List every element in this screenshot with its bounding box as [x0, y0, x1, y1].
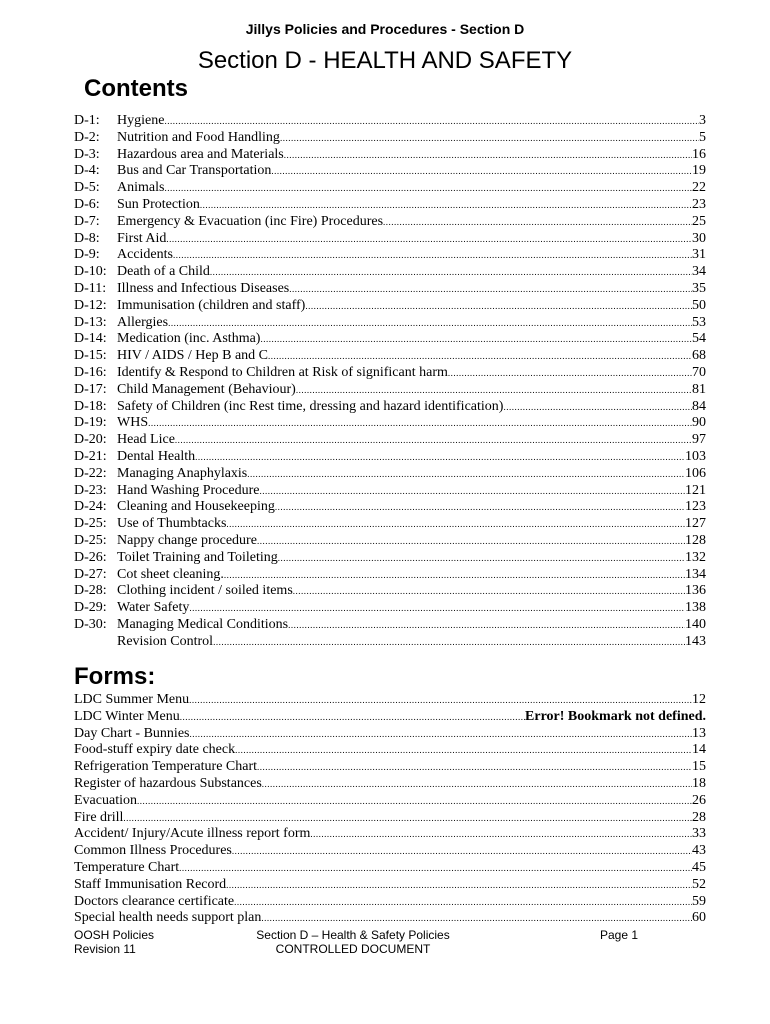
toc-entry-title: Nappy change procedure — [117, 532, 257, 548]
dot-leader — [148, 415, 692, 432]
forms-entry[interactable] — [74, 843, 706, 860]
toc-entry-title: Illness and Infectious Diseases — [117, 280, 290, 296]
toc-entry[interactable] — [74, 281, 706, 298]
toc-entry-page: 54 — [692, 331, 706, 347]
forms-list — [74, 692, 706, 927]
dot-leader — [310, 826, 692, 843]
forms-entry-page: 14 — [692, 742, 706, 758]
toc-entry-code: D-22: — [74, 465, 107, 481]
toc-entry-title: Use of Thumbtacks — [117, 516, 227, 532]
toc-entry[interactable] — [74, 163, 706, 180]
toc-entry-code: D-1: — [74, 113, 100, 128]
dot-leader — [280, 130, 699, 147]
footer-right — [600, 928, 638, 942]
toc-entry-page: 106 — [685, 465, 706, 481]
forms-entry-title: Evacuation — [74, 792, 137, 808]
forms-entry-page: 52 — [692, 876, 706, 892]
toc-entry-title: Hazardous area and Materials — [117, 146, 284, 162]
toc-entry-title: First Aid — [117, 230, 167, 246]
toc-entry-page: 127 — [685, 516, 706, 532]
toc-entry-title: Bus and Car Transportation — [117, 163, 272, 179]
toc-entry-title: Allergies — [117, 314, 169, 330]
dot-leader — [305, 298, 692, 315]
toc-entry-page: 136 — [685, 583, 706, 599]
forms-entry-page: 15 — [692, 759, 706, 775]
dot-leader — [232, 843, 692, 860]
toc-entry-page: 53 — [692, 314, 706, 330]
toc-entry-title: Managing Medical Conditions — [117, 616, 289, 632]
toc-entry-page: 25 — [692, 213, 706, 229]
toc-entry-code: D-25: — [74, 516, 107, 532]
toc-entry[interactable] — [74, 583, 706, 600]
toc-entry-code: D-18: — [74, 398, 107, 414]
forms-entry[interactable] — [74, 894, 706, 911]
toc-entry[interactable] — [74, 331, 706, 348]
toc-entry-page: 50 — [692, 297, 706, 313]
dot-leader — [261, 910, 692, 927]
dot-leader — [213, 634, 685, 651]
toc-entry[interactable] — [74, 298, 706, 315]
forms-entry-page: 33 — [692, 826, 706, 842]
toc-entry-title: Child Management (Behaviour) — [117, 381, 296, 397]
forms-entry[interactable] — [74, 759, 706, 776]
dot-leader — [123, 810, 692, 827]
toc-entry-code: D-17: — [74, 381, 107, 397]
forms-entry-page: 12 — [692, 692, 706, 707]
toc-entry-code: D-27: — [74, 566, 107, 582]
toc-entry-title: Immunisation (children and staff) — [117, 297, 306, 313]
toc-entry[interactable] — [74, 516, 706, 533]
dot-leader — [168, 315, 692, 332]
toc-entry-title: HIV / AIDS / Hep B and C — [117, 348, 269, 364]
toc-entry-code: D-2: — [74, 129, 100, 145]
toc-entry[interactable] — [74, 130, 706, 147]
toc-entry-title: Managing Anaphylaxis — [117, 465, 248, 481]
dot-leader — [179, 860, 692, 877]
toc-entry-title: Hygiene — [117, 113, 165, 128]
toc-entry-code: D-10: — [74, 264, 107, 280]
toc-entry-code: D-16: — [74, 364, 107, 380]
toc-entry-page: 134 — [685, 566, 706, 582]
toc-entry-title: Safety of Children (inc Rest time, dressing and hazard identification) — [117, 398, 504, 414]
toc-entry-title: Emergency & Evacuation (inc Fire) Procedures — [117, 213, 384, 229]
toc-entry-page: 19 — [692, 163, 706, 179]
dot-leader — [260, 331, 692, 348]
toc-entry-title: Identify & Respond to Children at Risk of significant harm — [117, 364, 448, 380]
toc-entry[interactable] — [74, 365, 706, 382]
dot-leader — [173, 247, 692, 264]
toc-entry-title: Death of a Child — [117, 264, 210, 280]
dot-leader — [175, 432, 692, 449]
toc-entry-title: Accidents — [117, 247, 173, 263]
contents-heading: Contents — [84, 75, 188, 102]
footer-controlled-label: CONTROLLED DOCUMENT — [275, 942, 431, 956]
toc-entry-page: 34 — [692, 264, 706, 280]
forms-entry[interactable] — [74, 692, 706, 709]
toc-entry[interactable] — [74, 399, 706, 416]
toc-entry[interactable] — [74, 466, 706, 483]
forms-entry-title: Accident/ Injury/Acute illness report form — [74, 826, 311, 842]
toc-entry[interactable] — [74, 533, 706, 550]
dot-leader — [271, 163, 692, 180]
toc-entry-page: 22 — [692, 180, 706, 196]
toc-entry-page: 81 — [692, 381, 706, 397]
toc-entry-code: D-7: — [74, 213, 100, 229]
forms-entry-title: Food-stuff expiry date check — [74, 742, 236, 758]
forms-entry-page: 28 — [692, 809, 706, 825]
toc-entry-code: D-23: — [74, 482, 107, 498]
dot-leader — [293, 583, 685, 600]
toc-entry-code: D-19: — [74, 415, 107, 431]
toc-entry[interactable] — [74, 617, 706, 634]
dot-leader — [448, 365, 692, 382]
dot-leader — [268, 348, 692, 365]
forms-entry-title: LDC Summer Menu — [74, 692, 190, 707]
toc-entry-code: D-6: — [74, 196, 100, 212]
toc-entry-code: D-24: — [74, 499, 107, 515]
toc-entry[interactable] — [74, 147, 706, 164]
dot-leader — [189, 600, 685, 617]
toc-entry[interactable] — [74, 231, 706, 248]
toc-entry-code: D-29: — [74, 600, 107, 616]
forms-entry-page: Error! Bookmark not defined. — [525, 708, 706, 724]
forms-entry[interactable] — [74, 742, 706, 759]
toc-entry[interactable] — [74, 567, 706, 584]
toc-entry-page: 123 — [685, 499, 706, 515]
forms-entry[interactable] — [74, 793, 706, 810]
forms-entry[interactable] — [74, 726, 706, 743]
toc-entry-page: 68 — [692, 348, 706, 364]
toc-entry[interactable] — [74, 382, 706, 399]
toc-entry[interactable] — [74, 550, 706, 567]
toc-entry[interactable] — [74, 348, 706, 365]
toc-entry-page: 103 — [685, 448, 706, 464]
toc-entry-code: D-15: — [74, 348, 107, 364]
forms-heading: Forms: — [74, 663, 156, 690]
forms-entry-title: LDC Winter Menu — [74, 708, 180, 724]
toc-entry-code: D-8: — [74, 230, 100, 246]
forms-entry-page: 43 — [692, 843, 706, 859]
toc-entry[interactable] — [74, 432, 706, 449]
toc-entry-code: D-26: — [74, 549, 107, 565]
toc-entry[interactable] — [74, 634, 706, 651]
toc-entry[interactable] — [74, 499, 706, 516]
toc-entry[interactable] — [74, 113, 706, 130]
toc-entry-code: D-14: — [74, 331, 107, 347]
toc-entry[interactable] — [74, 315, 706, 332]
dot-leader — [284, 147, 692, 164]
dot-leader — [275, 499, 685, 516]
forms-entry-title: Day Chart - Bunnies — [74, 725, 190, 741]
forms-entry-title: Special health needs support plan — [74, 910, 262, 926]
dot-leader — [259, 483, 685, 500]
dot-leader — [262, 776, 692, 793]
footer-revision: Revision 11 — [74, 942, 136, 956]
toc-entry-code: D-13: — [74, 314, 107, 330]
forms-entry-page: 26 — [692, 792, 706, 808]
toc-entry-title: Revision Control — [117, 633, 214, 649]
dot-leader — [166, 231, 692, 248]
toc-entry[interactable] — [74, 264, 706, 281]
forms-entry-title: Common Illness Procedures — [74, 843, 232, 859]
toc-entry-code: D-3: — [74, 146, 100, 162]
page-title: Section D - HEALTH AND SAFETY — [197, 47, 573, 74]
toc-entry-page: 128 — [685, 532, 706, 548]
toc-entry-page: 70 — [692, 364, 706, 380]
toc-entry-page: 97 — [692, 432, 706, 448]
dot-leader — [180, 709, 525, 726]
forms-entry[interactable] — [74, 910, 706, 927]
toc-entry-code: D-30: — [74, 616, 107, 632]
toc-entry-title: Water Safety — [117, 600, 190, 616]
toc-entry-page: 84 — [692, 398, 706, 414]
dot-leader — [289, 281, 692, 298]
forms-entry-page: 18 — [692, 775, 706, 791]
dot-leader — [383, 214, 692, 231]
dot-leader — [296, 382, 692, 399]
toc-entry-page: 121 — [685, 482, 706, 498]
toc-entry-page: 35 — [692, 280, 706, 296]
toc-entry-page: 3 — [699, 113, 706, 128]
dot-leader — [257, 533, 685, 550]
toc-entry-code: D-9: — [74, 247, 100, 263]
toc-entry-page: 31 — [692, 247, 706, 263]
toc-entry-code: D-25: — [74, 532, 107, 548]
toc-entry-page: 138 — [685, 600, 706, 616]
dot-leader — [288, 617, 685, 634]
toc-entry[interactable] — [74, 247, 706, 264]
dot-leader — [195, 449, 685, 466]
toc-entry-page: 16 — [692, 146, 706, 162]
dot-leader — [189, 726, 692, 743]
toc-entry[interactable] — [74, 214, 706, 231]
dot-leader — [224, 567, 685, 584]
toc-entry-code: D-12: — [74, 297, 107, 313]
toc-entry-title: Nutrition and Food Handling — [117, 129, 280, 145]
dot-leader — [189, 692, 692, 709]
dot-leader — [200, 197, 692, 214]
forms-entry[interactable] — [74, 810, 706, 827]
toc-entry-title: Cleaning and Housekeeping — [117, 499, 275, 515]
dot-leader — [278, 550, 685, 567]
forms-entry-title: Temperature Chart — [74, 859, 180, 875]
toc-entry[interactable] — [74, 197, 706, 214]
toc-entry-title: Clothing incident / soiled items — [117, 583, 293, 599]
toc-entry-page: 143 — [685, 633, 706, 649]
running-header: Jillys Policies and Procedures - Section D — [245, 21, 525, 37]
toc-entry-page: 30 — [692, 230, 706, 246]
toc-entry-title: Hand Washing Procedure — [117, 482, 260, 498]
toc-entry[interactable] — [74, 449, 706, 466]
footer-section-name: Section D – Health & Safety Policies — [256, 928, 450, 942]
forms-entry-title: Staff Immunisation Record — [74, 876, 227, 892]
dot-leader — [226, 877, 692, 894]
toc-entry-title: Dental Health — [117, 448, 196, 464]
toc-entry-code: D-21: — [74, 448, 107, 464]
footer-policy-name: OOSH Policies — [74, 928, 155, 942]
forms-entry[interactable] — [74, 877, 706, 894]
dot-leader — [503, 399, 692, 416]
toc-entry-title: Toilet Training and Toileting — [117, 549, 278, 565]
forms-entry-title: Fire drill — [74, 809, 124, 825]
toc-entry-page: 5 — [699, 129, 706, 145]
dot-leader — [164, 180, 692, 197]
dot-leader — [247, 466, 685, 483]
forms-entry-page: 45 — [692, 859, 706, 875]
forms-entry[interactable] — [74, 709, 706, 726]
toc-entry-page: 23 — [692, 196, 706, 212]
forms-entry-page: 13 — [692, 725, 706, 741]
toc-entry[interactable] — [74, 415, 706, 432]
toc-entry-page: 132 — [685, 549, 706, 565]
toc-entry-code: D-4: — [74, 163, 100, 179]
dot-leader — [234, 894, 692, 911]
dot-leader — [235, 742, 692, 759]
toc-entry-code: D-5: — [74, 180, 100, 196]
dot-leader — [257, 759, 692, 776]
toc-entry-page: 90 — [692, 415, 706, 431]
forms-entry[interactable] — [74, 826, 706, 843]
toc-entry-title: Medication (inc. Asthma) — [117, 331, 261, 347]
footer-left — [74, 928, 154, 956]
toc-entry-code: D-28: — [74, 583, 107, 599]
toc-entry-title: Sun Protection — [117, 196, 200, 212]
dot-leader — [137, 793, 692, 810]
table-of-contents — [74, 113, 706, 651]
forms-entry-page: 60 — [692, 910, 706, 926]
toc-entry-title: Cot sheet cleaning. — [117, 566, 224, 582]
toc-entry-page: 140 — [685, 616, 706, 632]
toc-entry-code: D-20: — [74, 432, 107, 448]
forms-entry-title: Register of hazardous Substances — [74, 775, 262, 791]
footer-center — [248, 928, 458, 956]
footer-page-number: Page 1 — [600, 928, 639, 942]
toc-entry-code: D-11: — [74, 280, 107, 296]
toc-entry-title: Head Lice — [117, 432, 175, 448]
toc-entry[interactable] — [74, 483, 706, 500]
dot-leader — [164, 113, 699, 130]
toc-entry[interactable] — [74, 180, 706, 197]
forms-entry-title: Refrigeration Temperature Chart — [74, 759, 258, 775]
toc-entry-title: Animals — [117, 180, 165, 196]
toc-entry[interactable] — [74, 600, 706, 617]
forms-entry[interactable] — [74, 860, 706, 877]
forms-entry-title: Doctors clearance certificate — [74, 893, 235, 909]
toc-entry-title: WHS — [117, 415, 149, 431]
dot-leader — [226, 516, 685, 533]
dot-leader — [210, 264, 692, 281]
forms-entry-page: 59 — [692, 893, 706, 909]
forms-entry[interactable] — [74, 776, 706, 793]
